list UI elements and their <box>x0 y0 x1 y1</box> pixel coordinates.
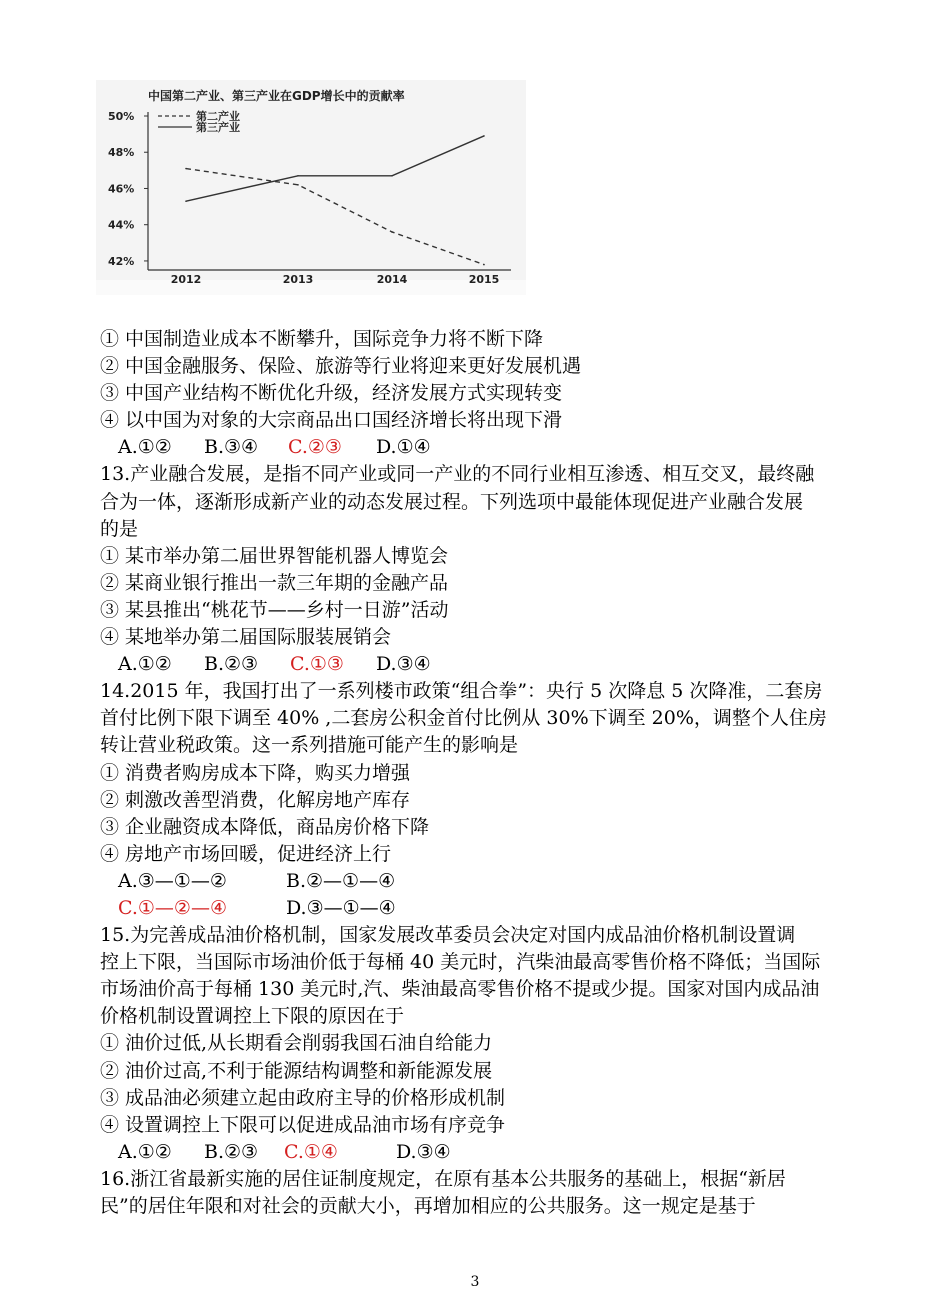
data-point <box>391 231 393 233</box>
data-point <box>185 200 187 202</box>
q14-options-row-2 <box>100 895 860 922</box>
q15-option-c: C.①④ <box>284 1140 338 1163</box>
q14-item-3: ③ 企业融资成本降低，商品房价格下降 <box>100 815 430 838</box>
x-tick-label: 2014 <box>376 273 408 286</box>
legend-label-1: 第二产业 <box>196 110 240 123</box>
q13-option-c: C.①③ <box>290 653 344 676</box>
q13-option-d: D.③④ <box>376 653 431 676</box>
data-point <box>185 168 187 170</box>
q13-option-b: B.②③ <box>204 653 259 676</box>
q16-stem-line-2: 民”的居住年限和对社会的贡献大小，再增加相应的公共服务。这一规定是基于 <box>100 1195 756 1217</box>
q13-item-1: ① 某市举办第二届世界智能机器人博览会 <box>100 544 449 567</box>
data-point <box>297 184 299 186</box>
question-13 <box>100 461 860 678</box>
q12-item-1: ① 中国制造业成本不断攀升，国际竞争力将不断下降 <box>100 328 544 350</box>
q13-option-a: A.①② <box>118 653 172 676</box>
q15-stem-line-4: 价格机制设置调控上下限的原因在于 <box>100 1005 405 1028</box>
q15-item-2: ② 油价过高,不利于能源结构调整和新能源发展 <box>100 1059 493 1082</box>
q15-option-b: B.②③ <box>204 1140 259 1163</box>
q13-item-3: ③ 某县推出“桃花节——乡村一日游”活动 <box>100 598 449 621</box>
q14-option-d: D.③—①—④ <box>286 896 396 919</box>
q13-stem-line-2: 合为一体，逐渐形成新产业的动态发展过程。下列选项中最能体现促进产业融合发展 <box>100 490 804 513</box>
q15-option-a: A.①② <box>118 1140 172 1163</box>
q16-stem-line-1: 16.浙江省最新实施的居住证制度规定，在原有基本公共服务的基础上，根据“新居 <box>100 1167 786 1190</box>
q14-item-2: ② 刺激改善型消费，化解房地产库存 <box>100 788 411 811</box>
q14-option-a: A.③—①—② <box>118 869 227 892</box>
data-point <box>391 175 393 177</box>
q13-options <box>100 651 860 678</box>
q12-item-2: ② 中国金融服务、保险、旅游等行业将迎来更好发展机遇 <box>100 355 582 378</box>
q15-item-4: ④ 设置调控上下限可以促进成品油市场有序竞争 <box>100 1113 506 1136</box>
question-16 <box>100 1166 860 1220</box>
q14-item-1: ① 消费者购房成本下降，购买力增强 <box>100 761 411 784</box>
y-tick-label: 46% <box>108 182 135 196</box>
q15-stem-line-3: 市场油价高于每桶 130 美元时,汽、柴油最高零售价格不提或少提。国家对国内成品油 <box>100 978 820 1001</box>
q15-item-1: ① 油价过低,从长期看会削弱我国石油自给能力 <box>100 1032 493 1055</box>
q14-stem-line-2: 首付比例下限下调至 40% ,二套房公积金首付比例从 30%下调至 20%，调整个人住房 <box>100 707 827 730</box>
page-number: 3 <box>470 1274 480 1290</box>
q15-option-d: D.③④ <box>396 1140 451 1163</box>
y-tick-label: 42% <box>108 254 135 268</box>
data-point <box>483 135 485 137</box>
gdp-contribution-chart <box>96 80 526 295</box>
y-tick-label: 48% <box>108 146 135 160</box>
q15-options <box>100 1139 860 1166</box>
q13-stem-line-1: 13.产业融合发展，是指不同产业或同一产业的不同行业相互渗透、相互交叉，最终融 <box>100 463 815 486</box>
q13-item-4: ④ 某地举办第二届国际服装展销会 <box>100 626 392 649</box>
x-tick-label: 2013 <box>282 273 314 286</box>
q12-option-c: C.②③ <box>288 436 342 459</box>
q14-option-b: B.②—①—④ <box>286 869 396 892</box>
q13-item-2: ② 某商业银行推出一款三年期的金融产品 <box>100 571 449 594</box>
q12-option-b: B.③④ <box>204 436 259 459</box>
q12-options <box>100 434 860 461</box>
x-tick-label: 2012 <box>170 273 202 286</box>
question-15 <box>100 922 860 1166</box>
data-point <box>297 175 299 177</box>
page-content <box>100 326 860 1220</box>
chart-background <box>96 80 526 295</box>
q15-stem-line-1: 15.为完善成品油价格机制，国家发展改革委员会决定对国内成品油价格机制设置调 <box>100 924 796 947</box>
q14-option-c: C.①—②—④ <box>118 896 227 919</box>
y-tick-label: 44% <box>108 218 135 232</box>
q15-stem-line-2: 控上下限，当国际市场油价低于每桶 40 美元时，汽柴油最高零售价格不降低；当国际 <box>100 951 821 974</box>
legend-label-2: 第三产业 <box>196 121 240 134</box>
q15-item-3: ③ 成品油必须建立起由政府主导的价格形成机制 <box>100 1086 506 1109</box>
chart-title: 中国第二产业、第三产业在GDP增长中的贡献率 <box>148 89 405 103</box>
data-point <box>483 264 485 266</box>
q12-item-4: ④ 以中国为对象的大宗商品出口国经济增长将出现下滑 <box>100 409 563 432</box>
x-tick-label: 2015 <box>468 273 500 286</box>
question-14 <box>100 678 860 922</box>
q14-item-4: ④ 房地产市场回暖，促进经济上行 <box>100 842 392 865</box>
y-tick-label: 50% <box>108 110 135 123</box>
q14-options-row-1 <box>100 868 860 895</box>
chart-svg <box>96 80 526 295</box>
q12-option-d: D.①④ <box>376 436 431 459</box>
q12-item-3: ③ 中国产业结构不断优化升级，经济发展方式实现转变 <box>100 382 563 405</box>
question-12 <box>100 326 860 461</box>
q12-option-a: A.①② <box>118 436 172 459</box>
q14-stem-line-1: 14.2015 年，我国打出了一系列楼市政策“组合拳”：央行 5 次降息 5 次降准，二套房 <box>100 680 823 703</box>
q14-stem-line-3: 转让营业税政策。这一系列措施可能产生的影响是 <box>100 734 519 757</box>
q13-stem-line-3: 的是 <box>100 517 139 540</box>
